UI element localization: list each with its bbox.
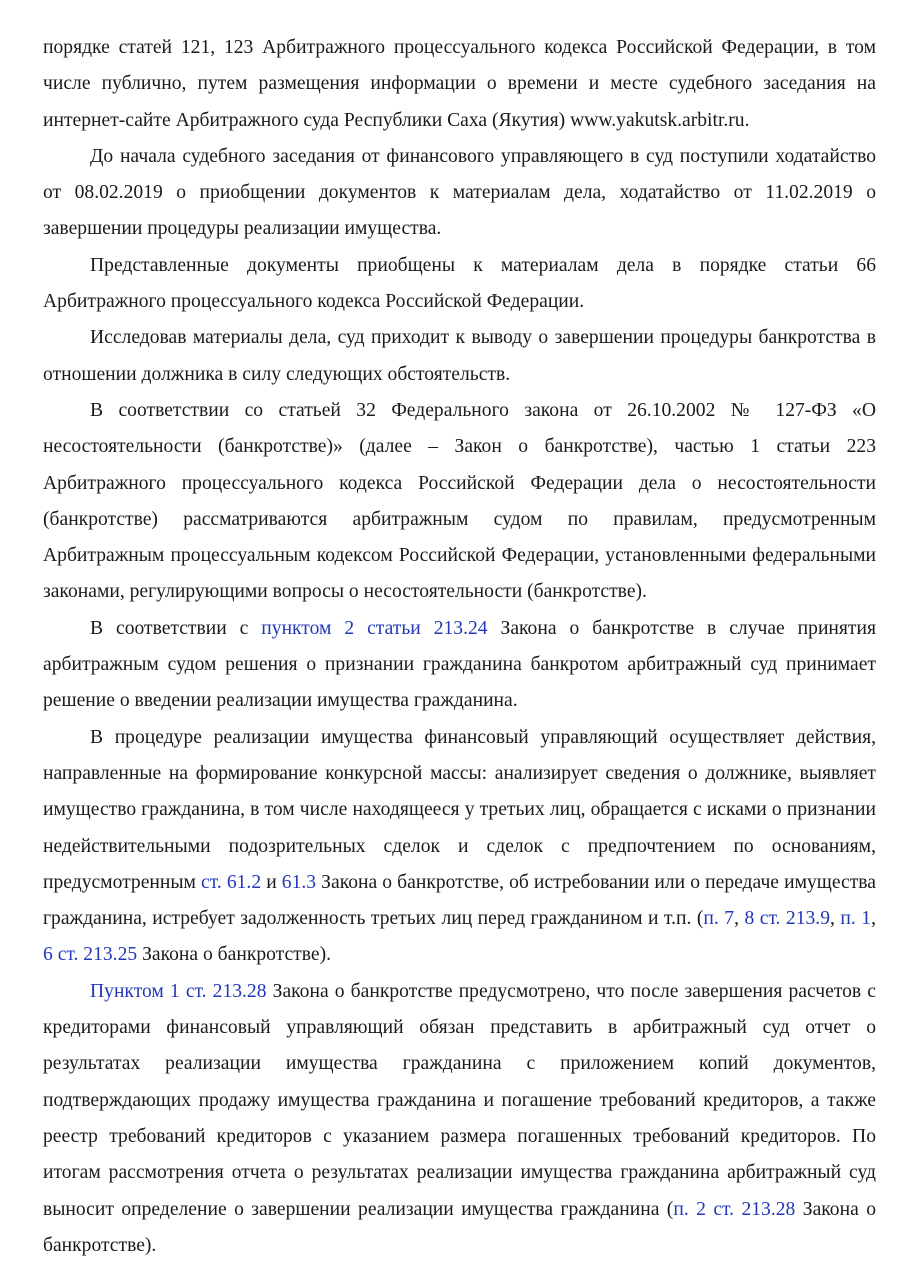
law-link[interactable]: пунктом 2 статьи 213.24 bbox=[261, 617, 488, 639]
paragraph-text: и bbox=[261, 871, 282, 893]
paragraph-text: В соответствии со статьей 32 Федерального закона от 26.10.2002 № 127-ФЗ «О несостоятельности (банкротстве)» (далее – Закон о банкротстве), частью 1 статьи 223 Арбитражного процессуального кодекса Российской Федерации дела о несостоятельности (банкротстве) рассматриваются арбитражным судом по правилам, предусмотренным Арбитражным процессуальным кодексом Российской Федерации, установленными федеральными законами, регулирующими вопросы о несостоятельности (банкротстве). bbox=[43, 399, 876, 603]
law-link[interactable]: Пунктом 1 ст. 213.28 bbox=[90, 980, 267, 1002]
paragraph-article-213-28 bbox=[43, 974, 876, 1264]
law-link[interactable]: п. 2 ст. 213.28 bbox=[673, 1198, 796, 1220]
paragraph-text: Закона о банкротстве в случае принятия арбитражным судом решения о признании гражданина банкротом арбитражный суд принимает решение о введении реализации имущества гражданина. bbox=[43, 617, 876, 712]
paragraph-court-conclusion bbox=[43, 320, 876, 393]
paragraph-text: Закона о банкротстве). bbox=[137, 944, 332, 966]
paragraph-court-notice bbox=[43, 30, 876, 139]
paragraph-documents-attached bbox=[43, 248, 876, 321]
paragraph-text: , bbox=[734, 908, 745, 930]
paragraph-text: В процедуре реализации имущества финансовый управляющий осуществляет действия, направленные на формирование конкурсной массы: анализирует сведения о должнике, выявляет имущество гражданина, в том числе находящееся у третьих лиц, обращается с исками о признании недействительными подозрительных сделок и сделок с предпочтением по основаниям, предусмотренным bbox=[43, 726, 876, 893]
law-link[interactable]: 8 ст. 213.9 bbox=[744, 908, 831, 930]
paragraph-text: Исследовав материалы дела, суд приходит к выводу о завершении процедуры банкротства в отношении должника в силу следующих обстоятельств. bbox=[43, 327, 876, 385]
paragraph-text: Представленные документы приобщены к материалам дела в порядке статьи 66 Арбитражного процессуального кодекса Российской Федерации. bbox=[43, 254, 876, 313]
paragraph-text: До начала судебного заседания от финансового управляющего в суд поступили ходатайство от 08.02.2019 о приобщении документов к материалам дела, ходатайство от 11.02.2019 о завершении процедуры реализации имущества. bbox=[43, 145, 876, 240]
paragraph-property-sale-procedure bbox=[43, 720, 876, 974]
law-link[interactable]: п. 7 bbox=[703, 908, 735, 930]
paragraph-law-article-32 bbox=[43, 393, 876, 611]
law-link[interactable]: ст. 61.2 bbox=[201, 871, 262, 893]
paragraph-text: , bbox=[830, 908, 841, 930]
paragraph-text: Закона о банкротстве, об истребовании или о передаче имущества гражданина, истребует задолженность третьих лиц перед гражданином и т.п. ( bbox=[43, 871, 876, 930]
paragraph-motions bbox=[43, 139, 876, 248]
law-link[interactable]: п. 1 bbox=[840, 908, 872, 930]
law-link[interactable]: 61.3 bbox=[281, 871, 317, 893]
paragraph-text: , bbox=[871, 908, 876, 930]
paragraph-text: В соответствии с bbox=[90, 617, 262, 639]
law-link[interactable]: 6 ст. 213.25 bbox=[43, 944, 138, 966]
paragraph-article-213-24 bbox=[43, 611, 876, 720]
paragraph-text: Закона о банкротстве). bbox=[43, 1198, 876, 1256]
paragraph-text: порядке статей 121, 123 Арбитражного процессуального кодекса Российской Федерации, в том числе публично, путем размещения информации о времени и месте судебного заседания на интернет-сайте Арбитражного суда Республики Саха (Якутия) www.yakutsk.arbitr.ru. bbox=[43, 37, 876, 131]
paragraph-text: Закона о банкротстве предусмотрено, что после завершения расчетов с кредиторами финансовый управляющий обязан представить в арбитражный суд отчет о результатах реализации имущества гражданина с приложением копий документов, подтверждающих продажу имущества гражданина и погашение требований кредиторов, а также реестр требований кредиторов с указанием размера погашенных требований кредиторов. По итогам рассмотрения отчета о результатах реализации имущества гражданина арбитражный суд выносит определение о завершении реализации имущества гражданина ( bbox=[43, 980, 876, 1220]
